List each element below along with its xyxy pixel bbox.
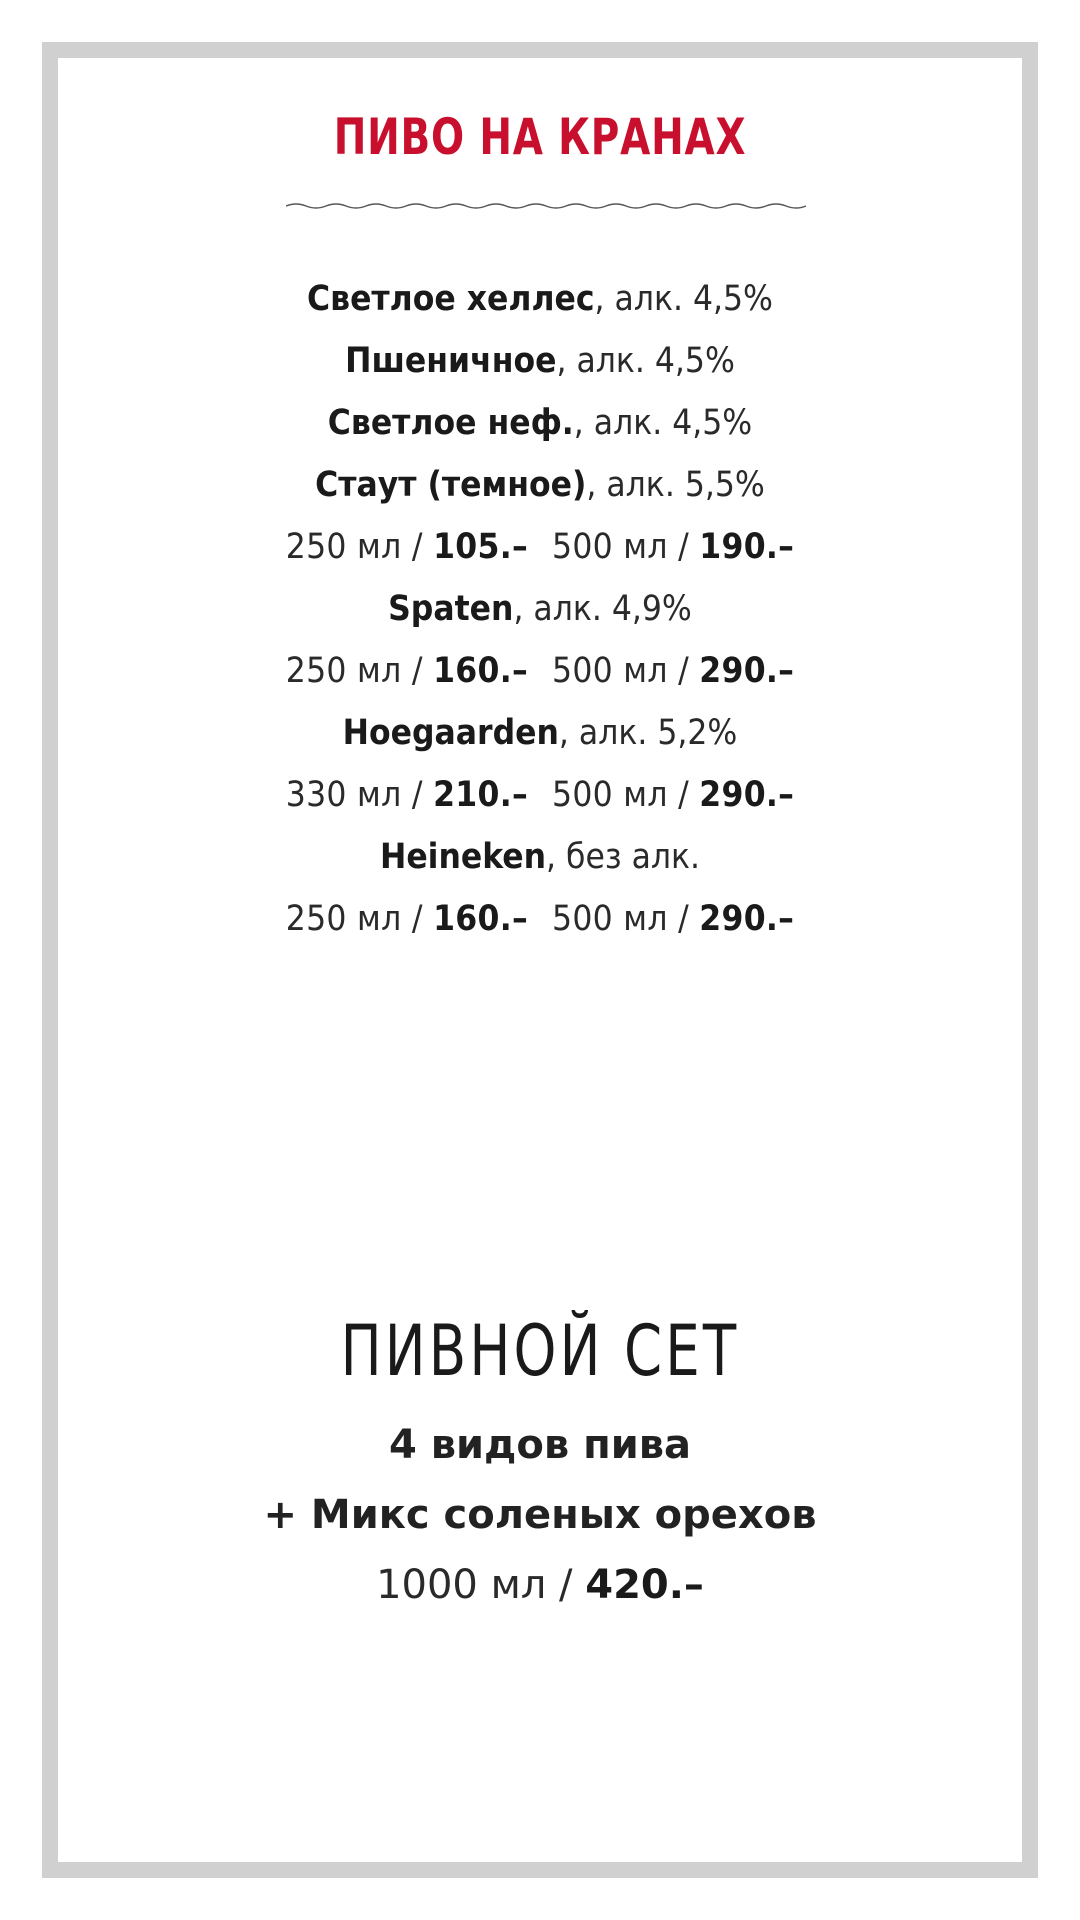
price-value: 290.– [699,899,795,939]
price-value: 420.– [585,1562,704,1608]
price-value: 160.– [433,651,528,691]
list-item [0,268,1080,330]
volume-label: 500 мл / [552,651,689,691]
list-item [0,578,1080,640]
list-item [0,330,1080,392]
beer-name: Heineken [379,837,547,877]
beer-name: Светлое хеллес [307,279,595,319]
wavy-divider [286,196,806,216]
list-item [0,826,1080,888]
beer-detail: , алк. 4,5% [594,279,773,319]
beer-name: Светлое неф. [327,403,574,443]
volume-label: 500 мл / [552,899,689,939]
price-value: 290.– [699,651,795,691]
list-item [0,454,1080,516]
price-row [0,640,1080,702]
beer-detail: , алк. 4,5% [573,403,753,443]
price-row [0,888,1080,950]
tap-beer-list [0,268,1080,950]
volume-label: 500 мл / [552,775,689,815]
beer-detail: , без алк. [546,837,701,877]
volume-label: 330 мл / [285,775,423,815]
tap-beer-title: ПИВО НА КРАНАХ [333,108,747,166]
beer-detail: , алк. 5,5% [586,465,765,505]
price-value: 290.– [699,775,795,815]
beer-set-title: ПИВНОЙ СЕТ [340,1310,740,1392]
list-item [0,392,1080,454]
price-value: 210.– [433,775,528,815]
volume-label: 500 мл / [552,527,689,567]
price-value: 160.– [433,899,528,939]
price-value: 105.– [433,527,528,567]
beer-set-price-row [0,1550,1080,1620]
beer-name: Пшеничное [345,341,557,381]
beer-name: Spaten [388,589,514,629]
beer-set-line: + Микс соленых орехов [263,1492,817,1538]
beer-set-line: 4 видов пива [388,1422,692,1468]
price-row [0,516,1080,578]
volume-label: 250 мл / [285,651,423,691]
volume-label: 250 мл / [285,899,423,939]
beer-detail: , алк. 5,2% [558,713,738,753]
volume-label: 250 мл / [285,527,423,567]
price-row [0,764,1080,826]
beer-detail: , алк. 4,5% [556,341,735,381]
beer-name: Стаут (темное) [315,465,587,505]
beer-set-details [0,1410,1080,1620]
volume-label: 1000 мл / [376,1562,573,1608]
beer-name: Hoegaarden [342,713,559,753]
beer-detail: , алк. 4,9% [513,589,692,629]
list-item [0,702,1080,764]
price-value: 190.– [699,527,795,567]
